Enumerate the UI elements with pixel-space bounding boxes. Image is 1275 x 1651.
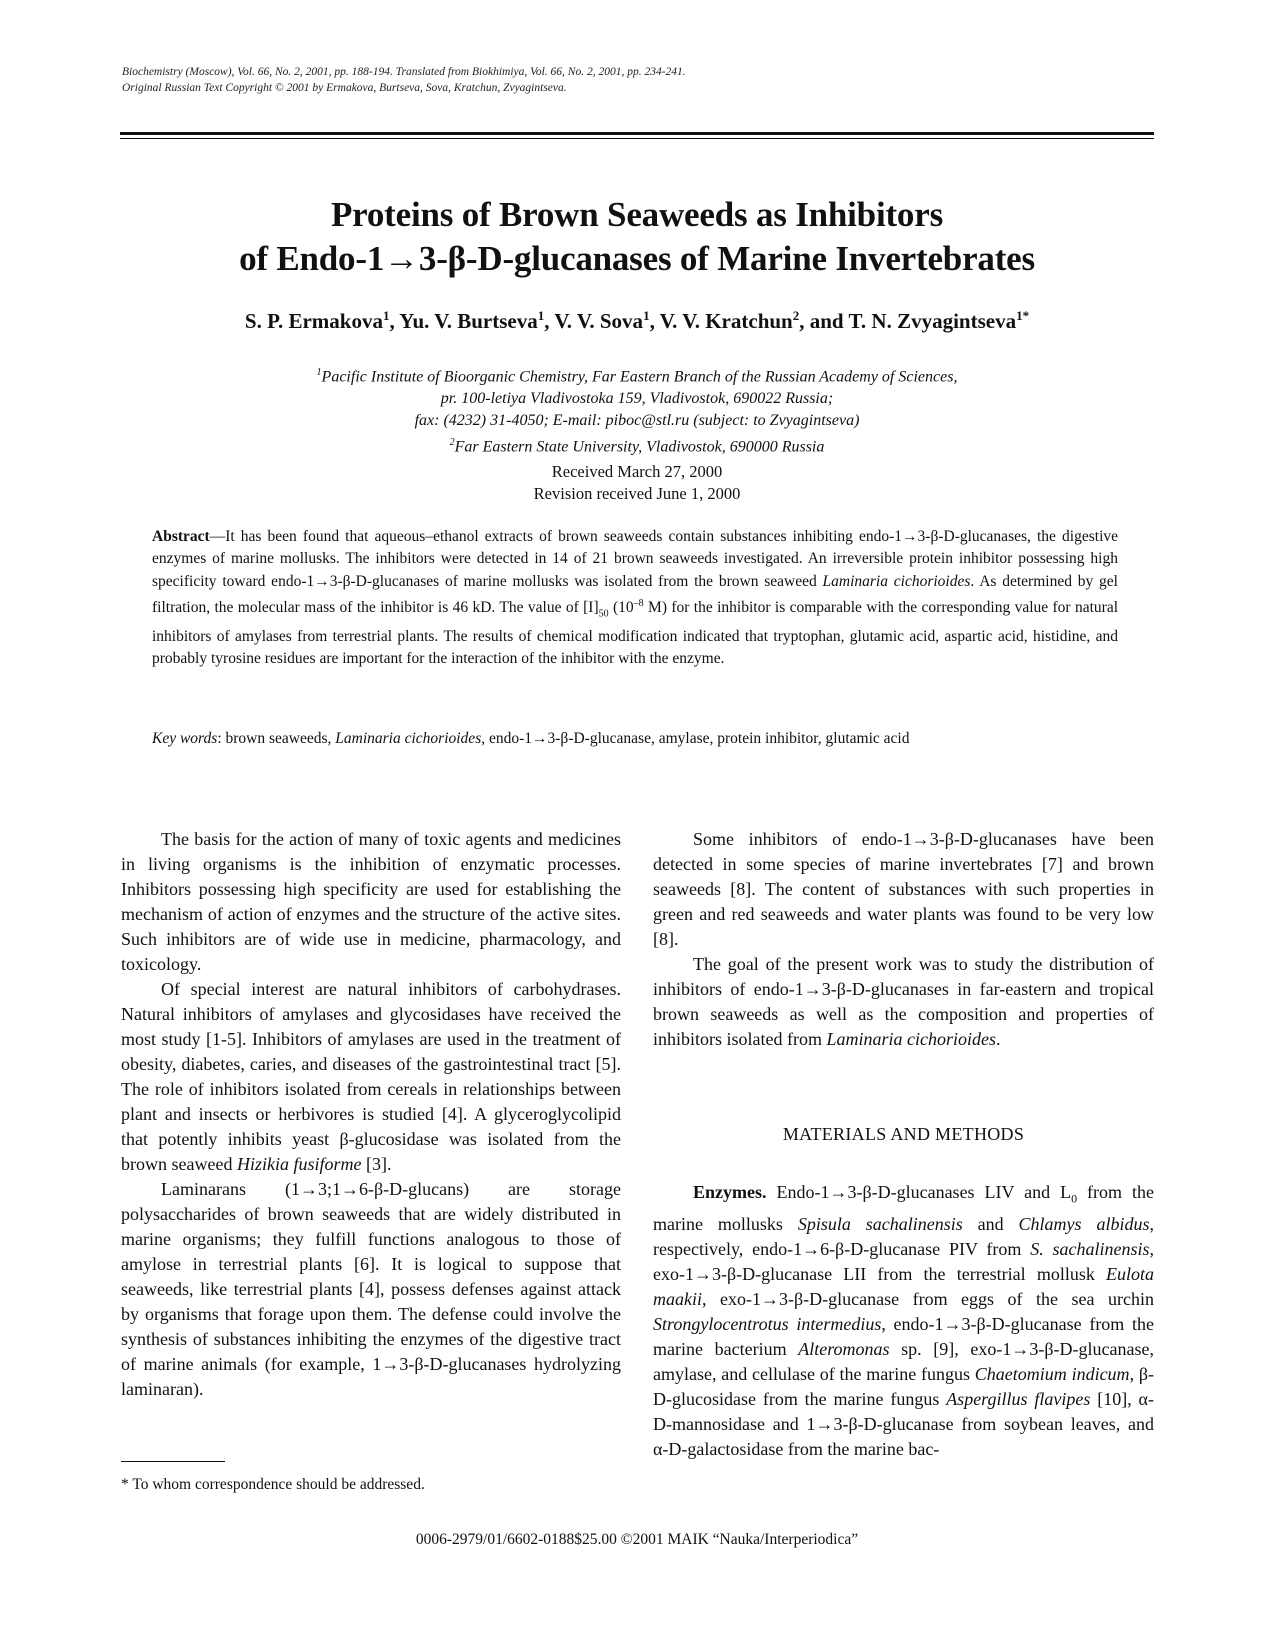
paragraph xyxy=(653,952,1154,1052)
species-name: S. sachalinensis xyxy=(1030,1238,1150,1259)
keywords-text: , endo-1→3-β-D-glucanase, amylase, protein inhibitor, glutamic acid xyxy=(481,730,910,747)
received-dates xyxy=(120,461,1154,505)
author-separator: , xyxy=(389,309,400,333)
author-affil-mark: 1 xyxy=(643,308,650,323)
subsection-label: Enzymes. xyxy=(693,1182,767,1202)
paragraph-text: Of special interest are natural inhibitors of carbohydrases. Natural inhibitors of amylases and glycosidases have received the most study [1-5]. Inhibitors of amylases are used in the treatment of obesity, diabetes, caries, and diseases of the gastrointestinal tract [5]. The role of inhibitors isolated from cereals in relationships between plant and insects or herbivores is studied [4]. A glyceroglycolipid that potently inhibits yeast β-glucosidase was isolated from the brown seaweed xyxy=(121,979,621,1174)
journal-citation: Biochemistry (Moscow), Vol. 66, No. 2, 2001, pp. 188-194. Translated from Biokhimiya, Vol. 66, No. 2, 2001, pp. 234-241. xyxy=(122,66,686,78)
received-date: Received March 27, 2000 xyxy=(551,462,723,481)
footnote: * To whom correspondence should be addressed. xyxy=(121,1476,425,1493)
paragraph-text: , respectively, endo-1→6-β-D-glucanase PIV from xyxy=(653,1213,1154,1259)
paragraph xyxy=(653,1180,1154,1462)
abstract-text: (10 xyxy=(608,599,634,617)
header-rule-thick xyxy=(120,132,1154,135)
author-name: V. V. Sova xyxy=(554,309,644,333)
author-affil-mark: 1* xyxy=(1016,308,1030,323)
paragraph: Laminarans (1→3;1→6-β-D-glucans) are storage polysaccharides of brown seaweeds that are widely distributed in marine organisms; they fulfill functions analogous to those of amylose in terrestrial plants [6]. It is logical to suppose that seaweeds, like terrestrial plants [4], possess defenses against attack by organisms that forage upon them. The defense could involve the synthesis of substances inhibiting the enzymes of the digestive tract of marine animals (for example, 1→3-β-D-glucanases hydrolyzing laminaran). xyxy=(121,1179,621,1399)
revision-date: Revision received June 1, 2000 xyxy=(533,484,741,503)
journal-header xyxy=(122,64,1162,96)
author-list xyxy=(120,303,1154,334)
paragraph-text: , β-D-glucosidase from the marine fungus xyxy=(653,1363,1154,1409)
species-name: Chaetomium indicum xyxy=(974,1363,1130,1384)
species-name: Aspergillus flavipes xyxy=(946,1388,1091,1409)
copyright-line: Original Russian Text Copyright © 2001 by Ermakova, Burtseva, Sova, Kratchun, Zvyagintseva. xyxy=(122,82,567,94)
abstract xyxy=(152,526,1118,671)
affiliation-line xyxy=(120,362,1154,388)
keywords-text: : brown seaweeds, xyxy=(217,730,336,747)
species-name: Laminaria cichorioides xyxy=(826,1029,996,1049)
subscript: 0 xyxy=(1071,1191,1078,1206)
species-name: Alteromonas xyxy=(798,1338,890,1359)
affiliation-mark: 2 xyxy=(449,437,455,449)
header-rule-thin xyxy=(120,138,1154,139)
paragraph-text: sp. [9], exo-1→3-β-D-glucanase, amylase, and cellulase of the marine fungus xyxy=(653,1338,1154,1384)
page-footer: 0006-2979/01/6602-0188$25.00 ©2001 MAIK “Nauka/Interperiodica” xyxy=(415,1531,859,1548)
species-name: Strongylocentrotus intermedius xyxy=(653,1313,882,1334)
paragraph-text: The goal of the present work was to study the distribution of inhibitors of endo-1→3-β-D-glucanases in far-eastern and tropical brown seaweeds as well as the composition and properties of inhibitors isolated from xyxy=(653,954,1154,1049)
title-line-2: of Endo-1→3-β-D-glucanases of Marine Invertebrates xyxy=(239,239,1035,278)
article-title xyxy=(120,193,1154,281)
author-affil-mark: 2 xyxy=(792,308,800,323)
section-heading: MATERIALS AND METHODS xyxy=(782,1124,1025,1144)
author-separator: , xyxy=(544,309,555,333)
abstract-text: M) for the inhibitor is comparable with the corresponding value for natural inhibitors of amylases from terrestrial plants. The results of chemical modification indicated that tryptophan, glutamic acid, aspartic acid, histidine, and probably tyrosine residues are important for the interaction of the inhibitor with the enzyme. xyxy=(152,599,1118,668)
paragraph-text: , endo-1→3-β-D-glucanase from the marine bacterium xyxy=(653,1313,1154,1359)
author-name: T. N. Zvyagintseva xyxy=(848,309,1017,333)
affiliations xyxy=(120,362,1154,459)
abstract-text: —It has been found that aqueous–ethanol extracts of brown seaweeds contain substances inhibiting endo-1→3-β-D-glucanases, the digestive enzymes of marine mollusks. The inhibitors were detected in 14 of 21 brown seaweeds investigated. An irreversible protein inhibitor possessing high specificity toward endo-1→3-β-D-glucanases of marine mollusks was isolated from the brown seaweed xyxy=(152,528,1118,590)
paragraph-text: and xyxy=(962,1213,1019,1234)
author-affil-mark: 1 xyxy=(537,308,545,323)
author-name: V. V. Kratchun xyxy=(659,309,793,333)
affiliation-line xyxy=(120,432,1154,458)
paragraph: The basis for the action of many of toxic agents and medicines in living organisms is the inhibition of enzymatic processes. Inhibitors possessing high specificity are used for establishing the mechanism of action of enzymes and the structure of the active sites. Such inhibitors are of wide use in medicine, pharmacology, and toxicology. xyxy=(121,829,621,974)
affiliation-text: Pacific Institute of Bioorganic Chemistry, Far Eastern Branch of the Russian Academy of Sciences, xyxy=(321,368,958,386)
paragraph xyxy=(121,977,621,1177)
paragraph-text: from the marine mollusks xyxy=(653,1182,1154,1234)
keywords xyxy=(152,728,1132,750)
paragraph-text: [3]. xyxy=(361,1154,392,1174)
right-column-methods xyxy=(653,1180,1154,1462)
paragraph-text: Endo-1→3-β-D-glucanases LIV and L xyxy=(766,1182,1072,1202)
abstract-label: Abstract xyxy=(152,528,210,545)
right-column-intro xyxy=(653,827,1154,1052)
species-name: Hizikia fusiforme xyxy=(236,1154,362,1174)
paragraph: Some inhibitors of endo-1→3-β-D-glucanases have been detected in some species of marine invertebrates [7] and brown seaweeds [8]. The content of substances with such properties in green and red seaweeds and water plants was found to be very low [8]. xyxy=(653,829,1154,949)
affiliation-text: Far Eastern State University, Vladivostok, 690000 Russia xyxy=(454,438,825,456)
footnote-rule xyxy=(121,1461,225,1462)
author-separator: , and xyxy=(799,309,849,333)
author-name: Yu. V. Burtseva xyxy=(399,309,538,333)
species-name: Chlamys albidus xyxy=(1018,1213,1150,1234)
species-name: Eulota maakii xyxy=(653,1263,1154,1309)
author-affil-mark: 1 xyxy=(382,308,390,323)
subscript: 50 xyxy=(598,608,609,620)
left-column xyxy=(121,827,621,1402)
affiliation-line: pr. 100-letiya Vladivostoka 159, Vladivostok, 690022 Russia; xyxy=(440,390,834,408)
paragraph-text: , exo-1→3-β-D-glucanase LII from the terrestrial mollusk xyxy=(653,1238,1155,1284)
affiliation-mark: 1 xyxy=(316,367,322,378)
title-line-1: Proteins of Brown Seaweeds as Inhibitors xyxy=(330,195,943,234)
paragraph-text: [10], α-D-mannosidase and 1→3-β-D-glucanase from soybean leaves, and α-D-galactosidase from the marine bac- xyxy=(653,1388,1154,1459)
paragraph-text: , exo-1→3-β-D-glucanase from eggs of the sea urchin xyxy=(702,1288,1154,1309)
species-name: Spisula sachalinensis xyxy=(797,1213,963,1234)
keywords-label: Key words xyxy=(152,730,218,747)
species-name: Laminaria cichorioides xyxy=(335,730,482,747)
author-separator: , xyxy=(649,309,660,333)
affiliation-contact: fax: (4232) 31-4050; E-mail: piboc@stl.ru (subject: to Zvyagintseva) xyxy=(414,412,860,430)
author-name: S. P. Ermakova xyxy=(244,309,383,333)
superscript: –8 xyxy=(633,598,644,610)
paragraph-text: . xyxy=(995,1029,1001,1049)
abstract-text: . As determined by gel filtration, the molecular mass of the inhibitor is 46 kD. The value of [I] xyxy=(152,572,1118,617)
species-name: Laminaria cichorioides xyxy=(822,572,971,590)
